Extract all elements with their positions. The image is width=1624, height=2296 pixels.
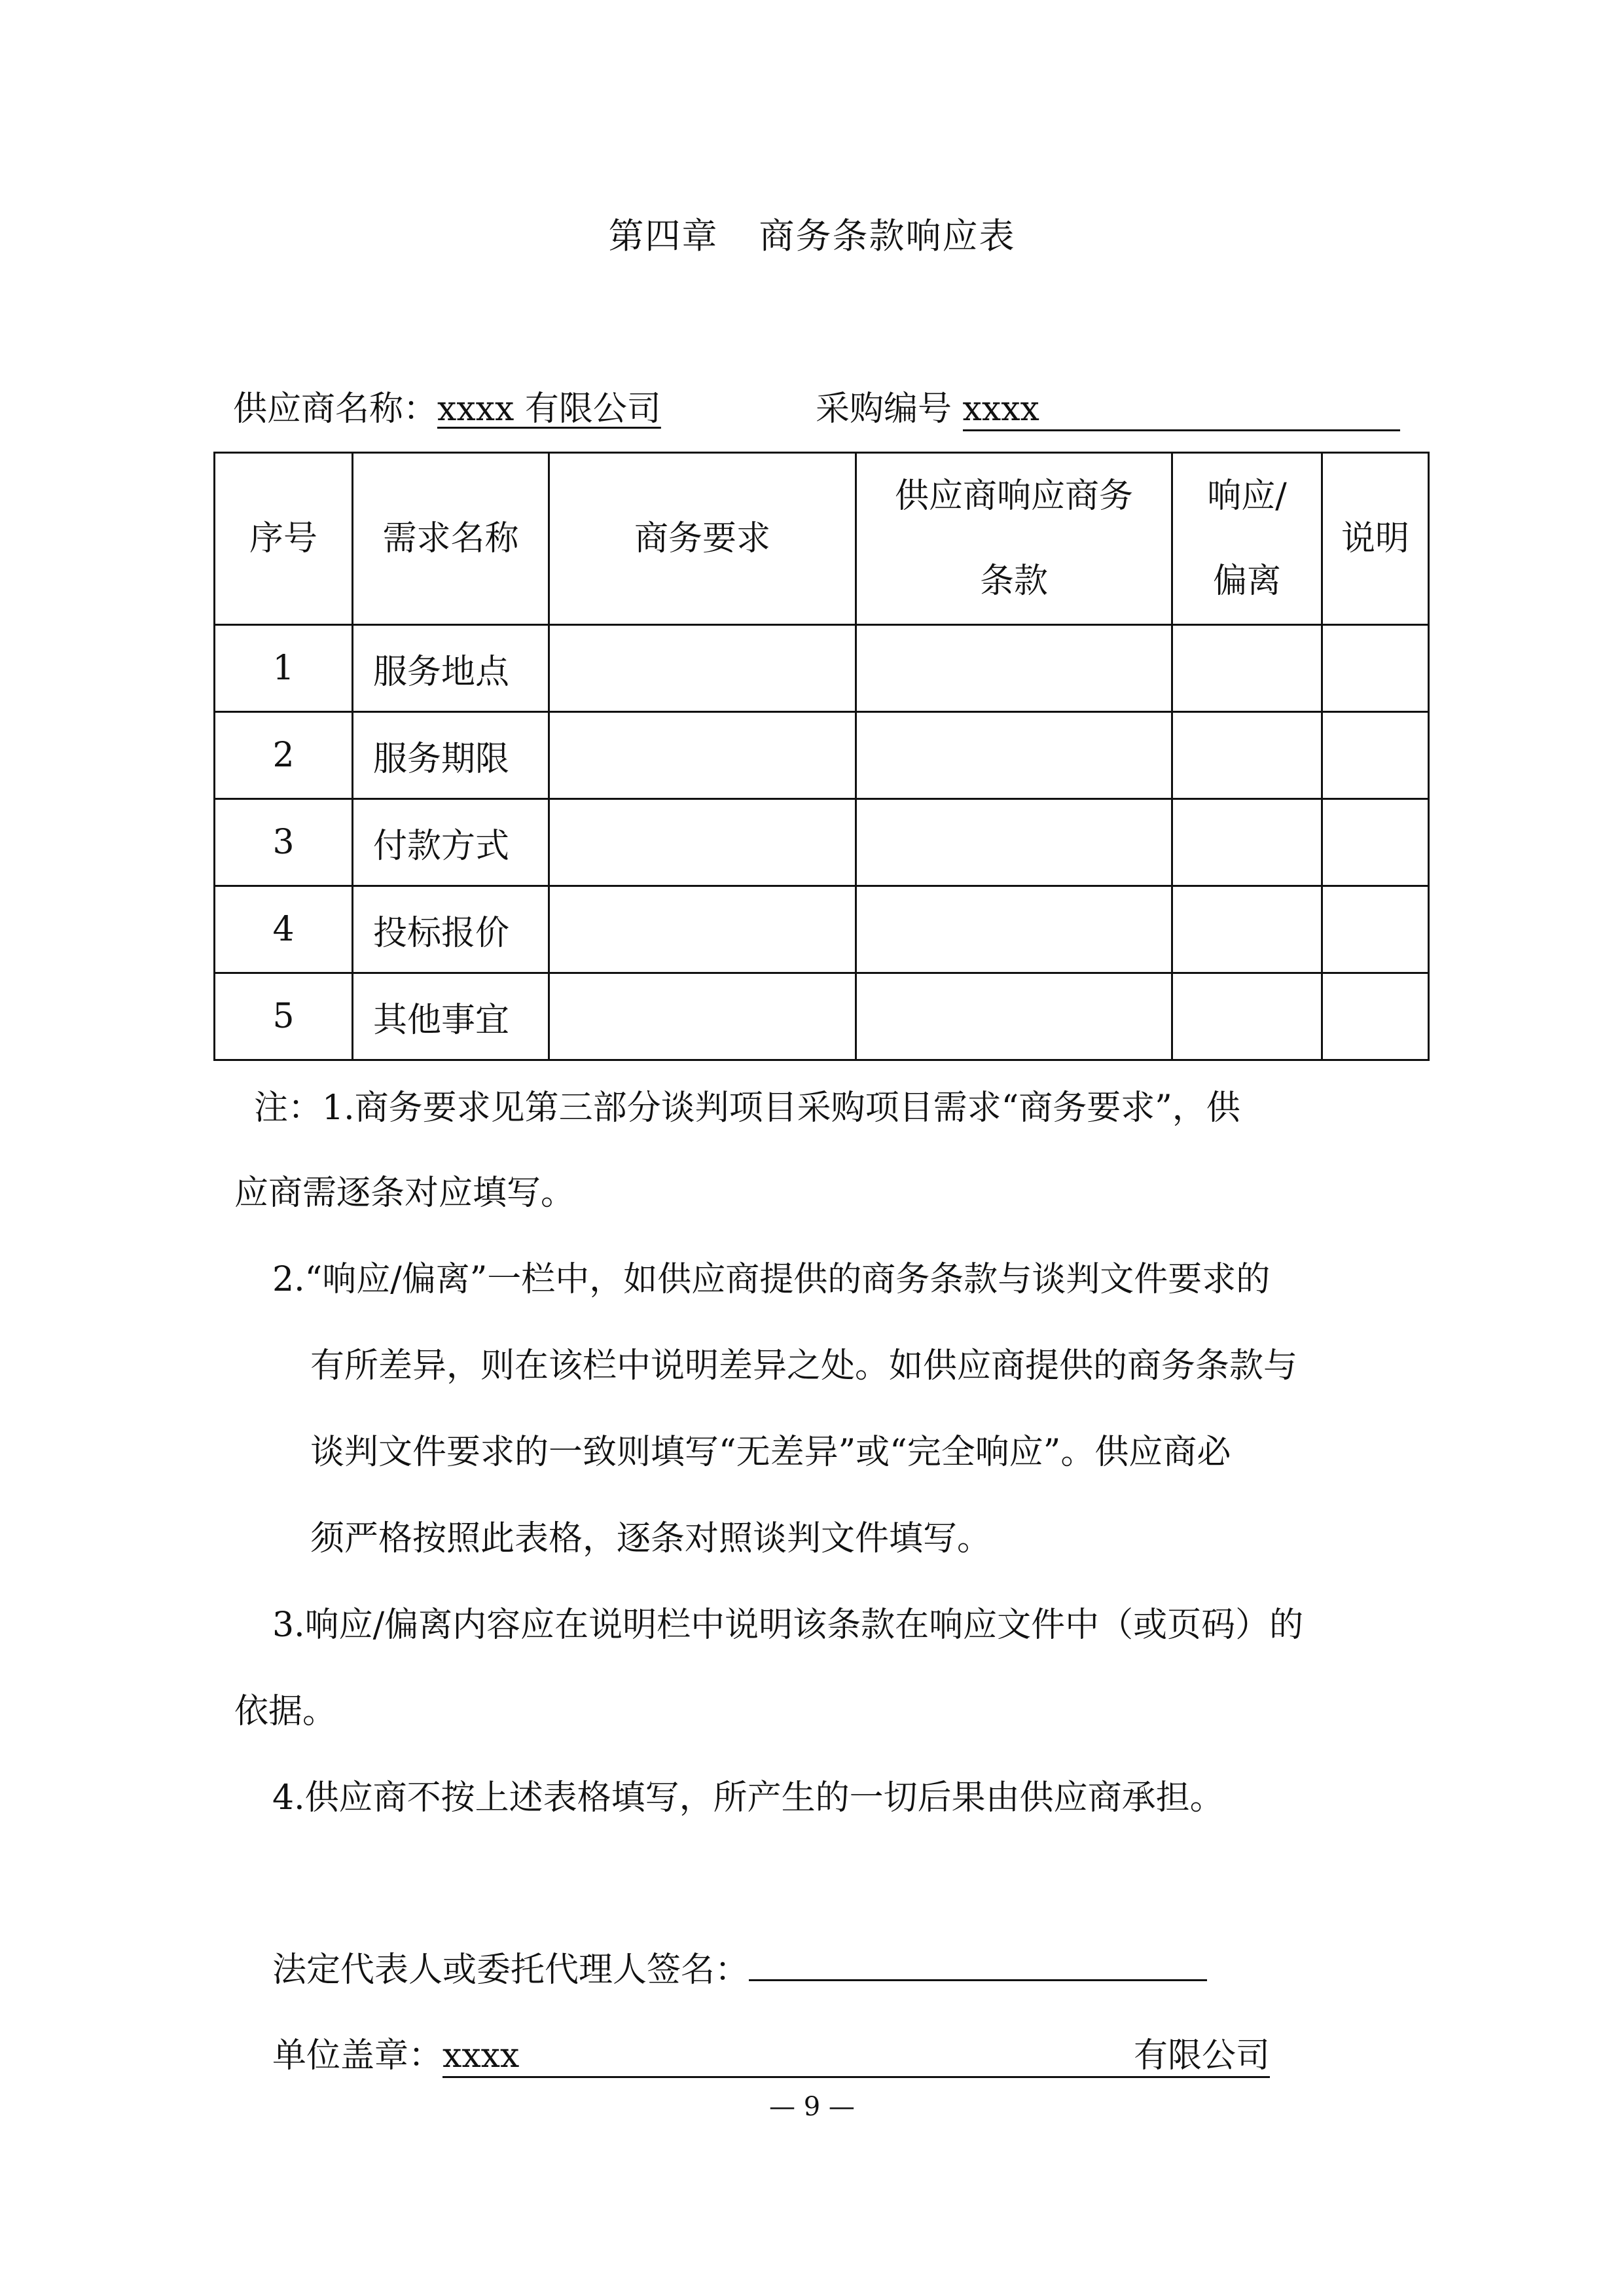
row-seq: 3 [215,799,353,886]
unit-seal-field[interactable] [442,2036,1270,2078]
row-name: 服务期限 [353,712,549,799]
row-name: 其他事宜 [353,973,549,1060]
table-header-row [215,453,1429,625]
procurement-number-row [816,381,1400,431]
unit-seal-prefix: xxxx [442,2036,520,2075]
header-deviation: 响应/ 偏离 [1172,453,1322,625]
unit-seal-row [272,2028,1270,2078]
row-deviation[interactable] [1172,712,1322,799]
row-requirement[interactable] [549,973,856,1060]
page-title [0,208,1624,259]
row-response[interactable] [856,712,1172,799]
row-seq: 2 [215,712,353,799]
note-2-line-3: 谈判文件要求的一致则填写“无差异”或“完全响应”。供应商必 [310,1433,1231,1472]
note-3-line-2: 依据。 [234,1692,337,1731]
supplier-name-label: 供应商名称： [233,389,438,429]
header-seq: 序号 [215,453,353,625]
unit-seal-suffix: 有限公司 [1134,2036,1271,2075]
row-seq: 1 [215,625,353,712]
row-deviation[interactable] [1172,886,1322,973]
row-remarks[interactable] [1322,799,1429,886]
row-response[interactable] [856,625,1172,712]
row-remarks[interactable] [1322,625,1429,712]
row-response[interactable] [856,799,1172,886]
row-remarks[interactable] [1322,973,1429,1060]
row-requirement[interactable] [549,799,856,886]
row-requirement[interactable] [549,712,856,799]
chapter-name: 商务条款响应表 [759,215,1016,257]
page-number: — 9 — [769,2092,855,2122]
table-row [215,973,1429,1060]
header-business-requirement: 商务要求 [549,453,856,625]
note-3-line-1: 3.响应/偏离内容应在说明栏中说明该条款在响应文件中（或页码）的 [272,1605,1304,1645]
row-requirement[interactable] [549,625,856,712]
procurement-number-label: 采购编号 [816,389,952,429]
table-row [215,625,1429,712]
row-deviation[interactable] [1172,625,1322,712]
procurement-number-value: xxxx [962,389,1039,429]
row-response[interactable] [856,973,1172,1060]
note-2-line-2: 有所差异，则在该栏中说明差异之处。如供应商提供的商务条款与 [310,1346,1298,1386]
note-2-line-4: 须严格按照此表格，逐条对照谈判文件填写。 [310,1519,992,1558]
chapter-label: 第四章 [608,215,719,257]
row-name: 投标报价 [353,886,549,973]
supplier-name-value: xxxx 有限公司 [437,389,661,429]
header-requirement-name: 需求名称 [353,453,549,625]
note-1-line-2: 应商需逐条对应填写。 [234,1174,575,1213]
row-remarks[interactable] [1322,886,1429,973]
supplier-name-row [233,381,661,430]
row-name: 服务地点 [353,625,549,712]
business-terms-response-table [213,452,1430,1061]
procurement-number-field [963,389,1400,431]
representative-signature-row [272,1941,1207,1991]
unit-seal-label: 单位盖章： [272,2036,443,2075]
row-requirement[interactable] [549,886,856,973]
note-4-line-1: 4.供应商不按上述表格填写，所产生的一切后果由供应商承担。 [272,1778,1224,1818]
row-deviation[interactable] [1172,799,1322,886]
header-supplier-response: 供应商响应商务 条款 [856,453,1172,625]
table-row [215,712,1429,799]
representative-signature-field[interactable] [749,1941,1207,1981]
row-remarks[interactable] [1322,712,1429,799]
note-1-line-1: 注：1.商务要求见第三部分谈判项目采购项目需求“商务要求”，供 [254,1088,1240,1128]
row-seq: 5 [215,973,353,1060]
representative-signature-label: 法定代表人或委托代理人签名： [272,1950,749,1990]
row-seq: 4 [215,886,353,973]
row-response[interactable] [856,886,1172,973]
table-row [215,886,1429,973]
table-row [215,799,1429,886]
note-2-line-1: 2.“响应/偏离”一栏中，如供应商提供的商务条款与谈判文件要求的 [272,1260,1271,1299]
header-remarks: 说明 [1322,453,1429,625]
row-deviation[interactable] [1172,973,1322,1060]
row-name: 付款方式 [353,799,549,886]
